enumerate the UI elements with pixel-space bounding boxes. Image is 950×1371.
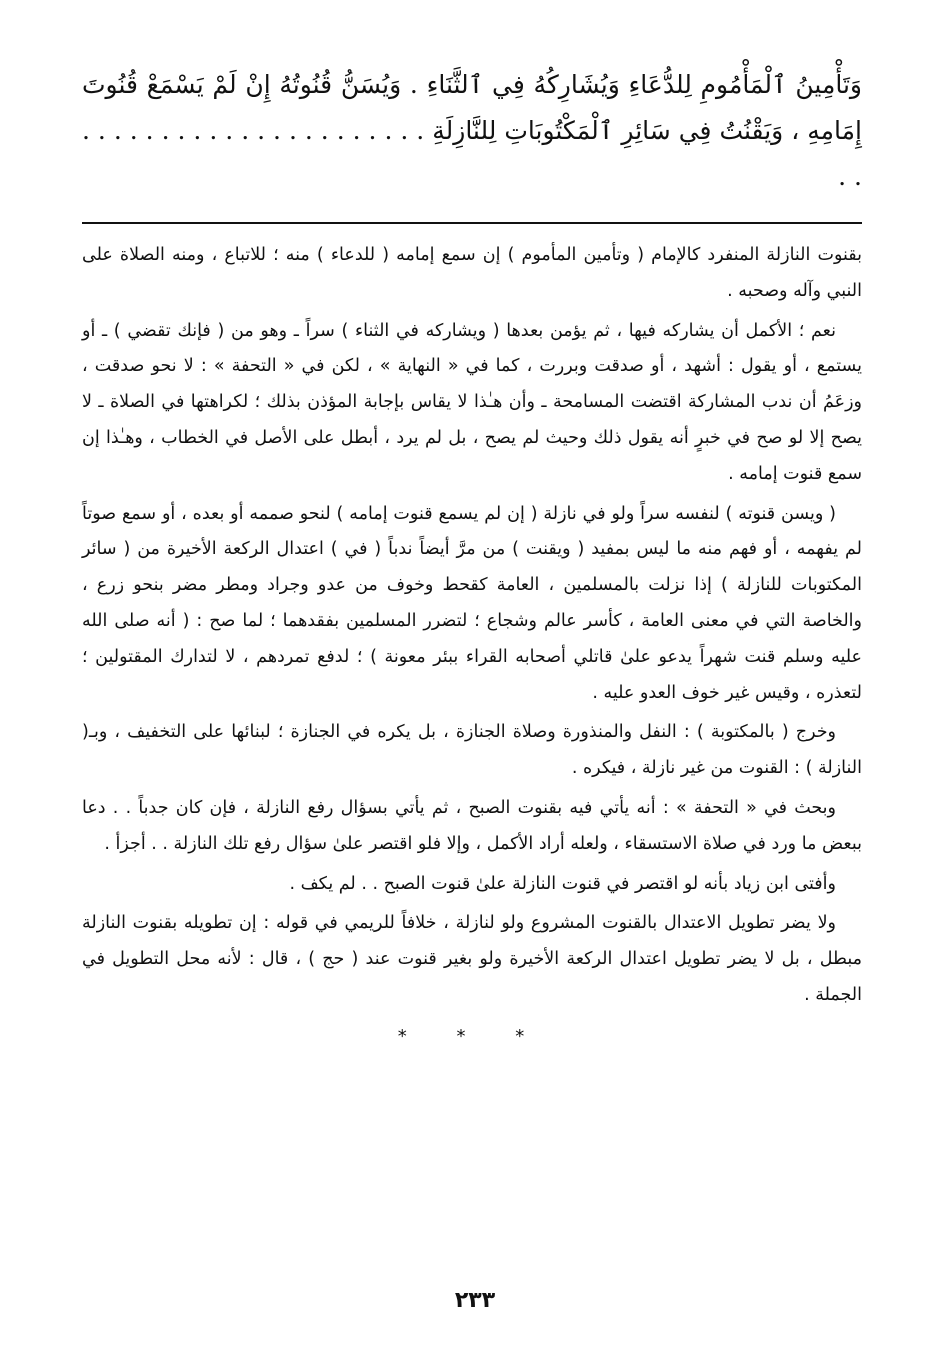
commentary-paragraph-5: وبحث في « التحفة » : أنه يأتي فيه بقنوت الصبح ، ثم يأتي بسؤال رفع النازلة ، فإن كان جدباً . . دعا ببعض ما ورد في صلاة الاستسقاء ، ولعله أراد الأكمل ، وإلا فلو اقتصر علىٰ سؤال رفع تلك النازلة . . أجزأ . [82,797,862,854]
commentary-paragraph-6: وأفتى ابن زياد بأنه لو اقتصر في قنوت النازلة علىٰ قنوت الصبح . . لم يكف . [289,873,836,894]
commentary-paragraph-7: ولا يضر تطويل الاعتدال بالقنوت المشروع ولو لنازلة ، خلافاً للريمي في قوله : إن تطويله بقنوت النازلة مبطل ، بل لا يضر تطويل اعتدال الركعة الأخيرة ولو بغير قنوت عند ( حج ) ، قال : لأنه محل التطويل في الجملة . [82,913,862,1005]
page-content [82,62,862,1047]
commentary-paragraph-1: بقنوت النازلة المنفرد كالإمام ( وتأمين المأموم ) إن سمع إمامه ( للدعاء ) منه ؛ للاتباع ، ومنه الصلاة على النبي وآله وصحبه . [82,245,862,301]
footnote-divider [82,222,862,224]
commentary-paragraph-3: ( ويسن قنوته ) لنفسه سراً ولو في نازلة ( إن لم يسمع قنوت إمامه ) لنحو صممه أو بعده ، أو سمع صوتاً لم يفهمه ، أو فهم منه ما ليس بمفيد ( ويقنت ) من مرَّ أيضاً ندباً ( في ) اعتدال الركعة الأخيرة من ( سائر المكتوبات للنازلة ) إذا نزلت بالمسلمين ، العامة كقحط وخوف من عدو وجراد ومطر مضر بنحو زرع ، والخاصة التي في معنى العامة ، كأسر عالم وشجاع ؛ لتضرر المسلمين بفقدهما ؛ لما صح : ( أنه صلى الله عليه وسلم قنت شهراً يدعو علىٰ قاتلي أصحابه القراء ببئر معونة ) ؛ لدفع تمردهم ، لا لتدارك المقتولين ؛ لتعذره ، وقيس غير خوف العدو عليه . [82,503,862,703]
section-separator-stars: * * * [397,1025,547,1047]
commentary [82,238,862,1014]
commentary-paragraph-4: وخرج ( بالمكتوبة ) : النفل والمنذورة وصلاة الجنازة ، بل يكره في الجنازة ؛ لبنائها على التخفيف ، وبـ( النازلة ) : القنوت من غير نازلة ، فيكره . [82,722,862,779]
commentary-paragraph-2: نعم ؛ الأكمل أن يشاركه فيها ، ثم يؤمن بعدها ( ويشاركه في الثناء ) سراً ـ وهو من ( فإنك تقضي ) ـ أو يستمع ، أو يقول : أشهد ، أو صدقت وبررت ، كما في « النهاية » ، لكن في « التحفة » : لا نحو صدقت ، وزعَمُ أن ندب المشاركة اقتضت المسامحة ـ وأن هـٰذا لا يقاس بإجابة المؤذن بذلك ؛ لكراهتها في الصلاة ـ لا يصح إلا لو صح في خبرٍ أنه يقول ذلك وحيث لم يصح ، بل لم يرد ، أبطل على الأصل في الخطاب ، وهـٰذا إن سمع قنوت إمامه . [82,320,862,484]
matn-text: وَتَأْمِينُ ٱلْمَأْمُومِ لِلدُّعَاءِ وَيُشَارِكُهُ فِي ٱلثَّنَاءِ . وَيُسَنُّ قُنُوتُهُ إِنْ لَمْ يَسْمَعْ قُنُوتَ إِمَامِهِ ، وَيَقْنُتُ فِي سَائِرِ ٱلْمَكْتُوبَاتِ لِلنَّازِلَةِ . . . . . . . . . . . . . . . . . . . . . . . . [82,70,862,191]
page-number: ٢٣٣ [454,1288,496,1313]
